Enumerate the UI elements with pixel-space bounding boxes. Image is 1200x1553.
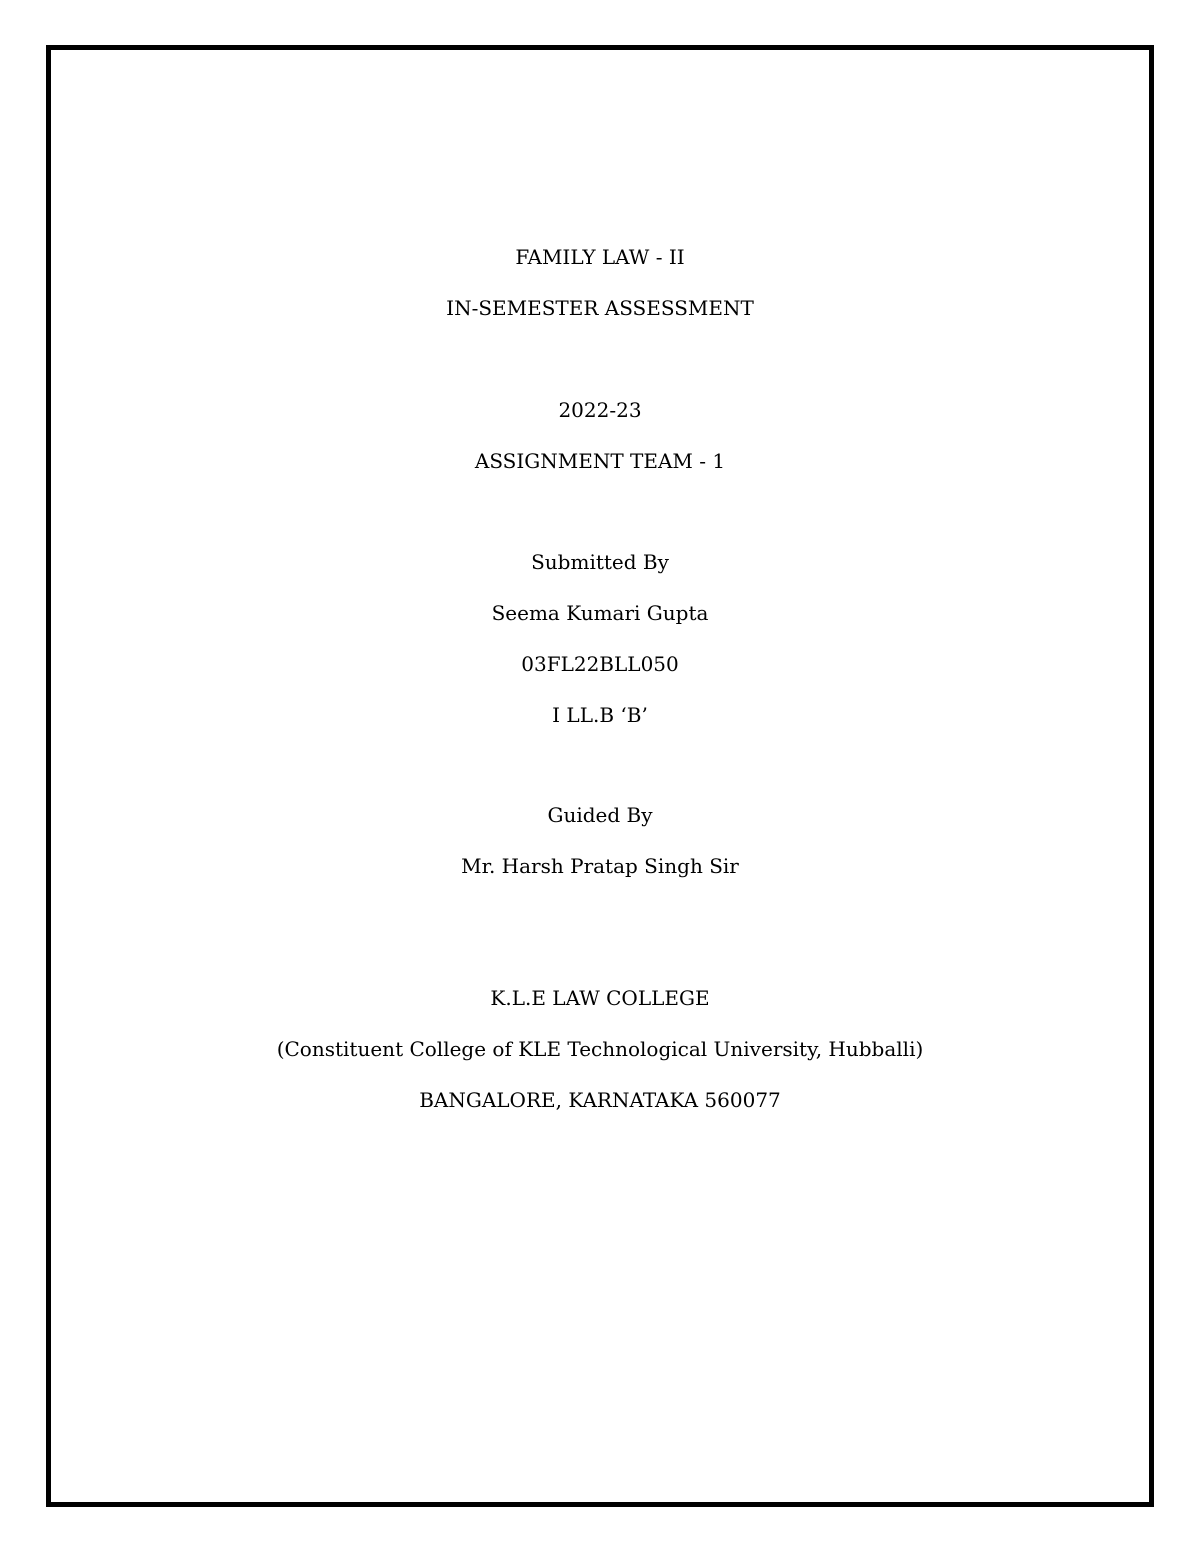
guided-by-label: Guided By [547, 803, 653, 827]
student-name: Seema Kumari Gupta [491, 601, 709, 625]
subject-title: FAMILY LAW - II [515, 245, 685, 269]
student-id: 03FL22BLL050 [521, 652, 679, 676]
college-affiliation: (Constituent College of KLE Technological University, Hubballi) [276, 1037, 924, 1061]
college-name: K.L.E LAW COLLEGE [490, 986, 710, 1010]
college-address: BANGALORE, KARNATAKA 560077 [419, 1088, 781, 1112]
academic-year: 2022-23 [558, 398, 642, 422]
guide-name: Mr. Harsh Pratap Singh Sir [461, 854, 739, 878]
assessment-title: IN-SEMESTER ASSESSMENT [446, 296, 754, 320]
student-class: I LL.B ‘B’ [552, 703, 648, 727]
submitted-by-label: Submitted By [531, 550, 669, 574]
assignment-team: ASSIGNMENT TEAM - 1 [474, 449, 726, 473]
